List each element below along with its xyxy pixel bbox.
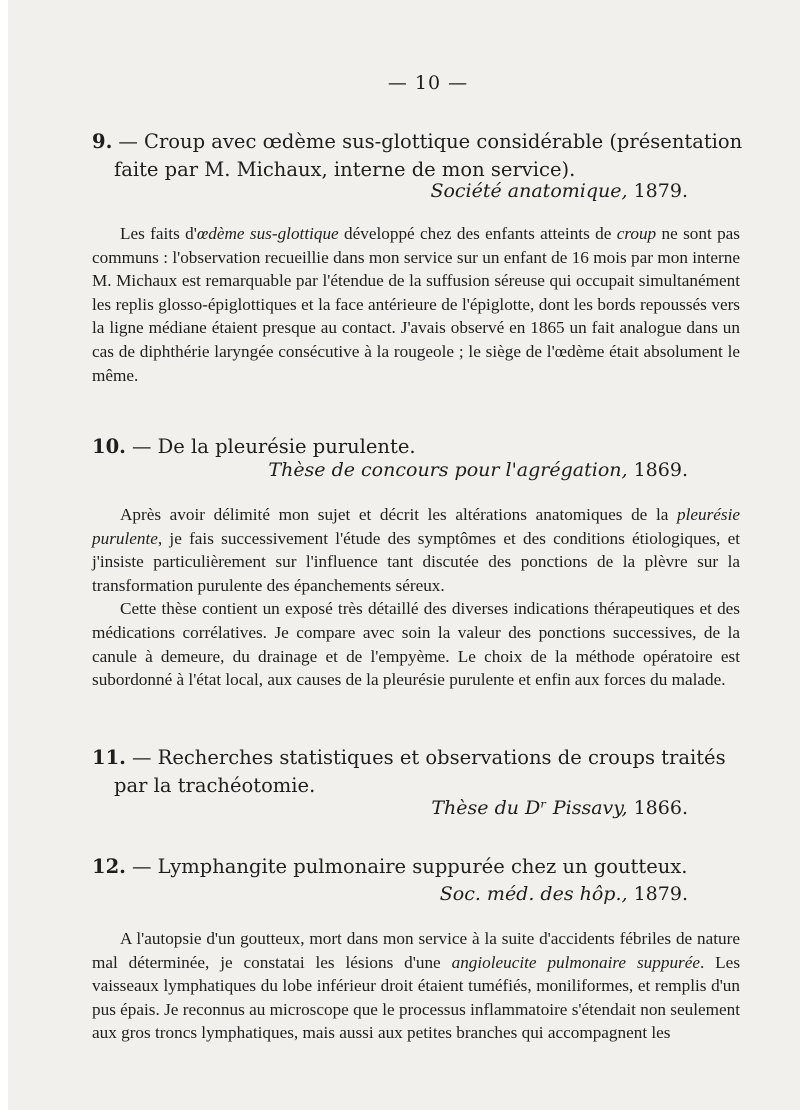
paragraph: Les faits d'œdème sus-glottique développé chez des enfants atteints de croup ne sont pas communs : l'observation recueillie dans mon service sur un enfant de 16 mois par mon interne M. Michaux est remarquable par l'étendue de la suffusion séreuse qui occupait simultanément les replis glosso-épiglottiques et la face antérieure de l'épiglotte, dont les bords repoussés vers la ligne médiane étaient presque au contact. J'avais observé en 1865 un fait analogue dans un cas de diphthérie laryngée consécutive à la rougeole ; le siège de l'œdème était absolument le même.	[92, 224, 740, 385]
entry-11-heading	[92, 744, 764, 800]
entry-title: — Lymphangite pulmonaire suppurée chez un goutteux.	[131, 855, 688, 878]
citation-year: 1879.	[633, 180, 688, 202]
citation-source: Société anatomique,	[430, 180, 628, 202]
citation-year: 1879.	[633, 883, 688, 905]
citation-source: Soc. méd. des hôp.,	[439, 883, 628, 905]
entry-9-citation	[430, 177, 688, 205]
entry-title: — Croup avec œdème sus-glottique considérable (présentation faite par M. Michaux, interne de mon service).	[114, 130, 743, 181]
entry-10-body	[92, 503, 740, 692]
citation-source: Thèse du Dʳ Pissavy,	[431, 797, 628, 819]
entry-number: 11.	[92, 746, 126, 769]
entry-11-citation	[431, 794, 688, 822]
entry-number: 10.	[92, 435, 126, 458]
entry-12-citation	[440, 880, 688, 908]
paragraph: Après avoir délimité mon sujet et décrit les altérations anatomiques de la pleurésie purulente, je fais successivement l'étude des symptômes et des conditions étiologiques, et j'insiste particulièrement sur l'influence tant discutée des ponctions de la plèvre sur la transformation purulente des épanchements séreux.	[92, 505, 740, 595]
entry-9-body	[92, 222, 740, 387]
book-page	[8, 0, 800, 1110]
citation-source: Thèse de concours pour l'agrégation,	[268, 459, 628, 481]
paragraph: Cette thèse contient un exposé très détaillé des diverses indications thérapeutiques et des médications corrélatives. Je compare avec soin la valeur des ponctions successives, de la canule à demeure, du drainage et de l'empyème. Le choix de la méthode opératoire est subordonné à l'état local, aux causes de la pleurésie purulente et enfin aux forces du malade.	[92, 599, 740, 690]
entry-number: 12.	[92, 855, 126, 878]
entry-number: 9.	[92, 130, 113, 153]
citation-year: 1866.	[633, 797, 688, 819]
entry-title: — Recherches statistiques et observations de croups traités par la trachéotomie.	[114, 746, 726, 797]
paragraph: A l'autopsie d'un goutteux, mort dans mon service à la suite d'accidents fébriles de nature mal déterminée, je constatai les lésions d'une angioleucite pulmonaire suppurée. Les vaisseaux lymphatiques du lobe inférieur droit étaient tuméfiés, moniliformes, et remplis d'un pus épais. Je reconnus au microscope que le processus inflammatoire s'étendait non seulement aux gros troncs lymphatiques, mais aussi aux petites branches qui accompagnent les	[92, 929, 741, 1043]
entry-title: — De la pleurésie purulente.	[131, 435, 416, 458]
entry-9-heading	[92, 128, 764, 184]
entry-10-citation	[268, 456, 688, 484]
entry-12-body	[92, 927, 740, 1045]
page-number: — 10 —	[387, 72, 469, 94]
citation-year: 1869.	[633, 459, 688, 481]
entry-12-heading	[92, 853, 742, 881]
